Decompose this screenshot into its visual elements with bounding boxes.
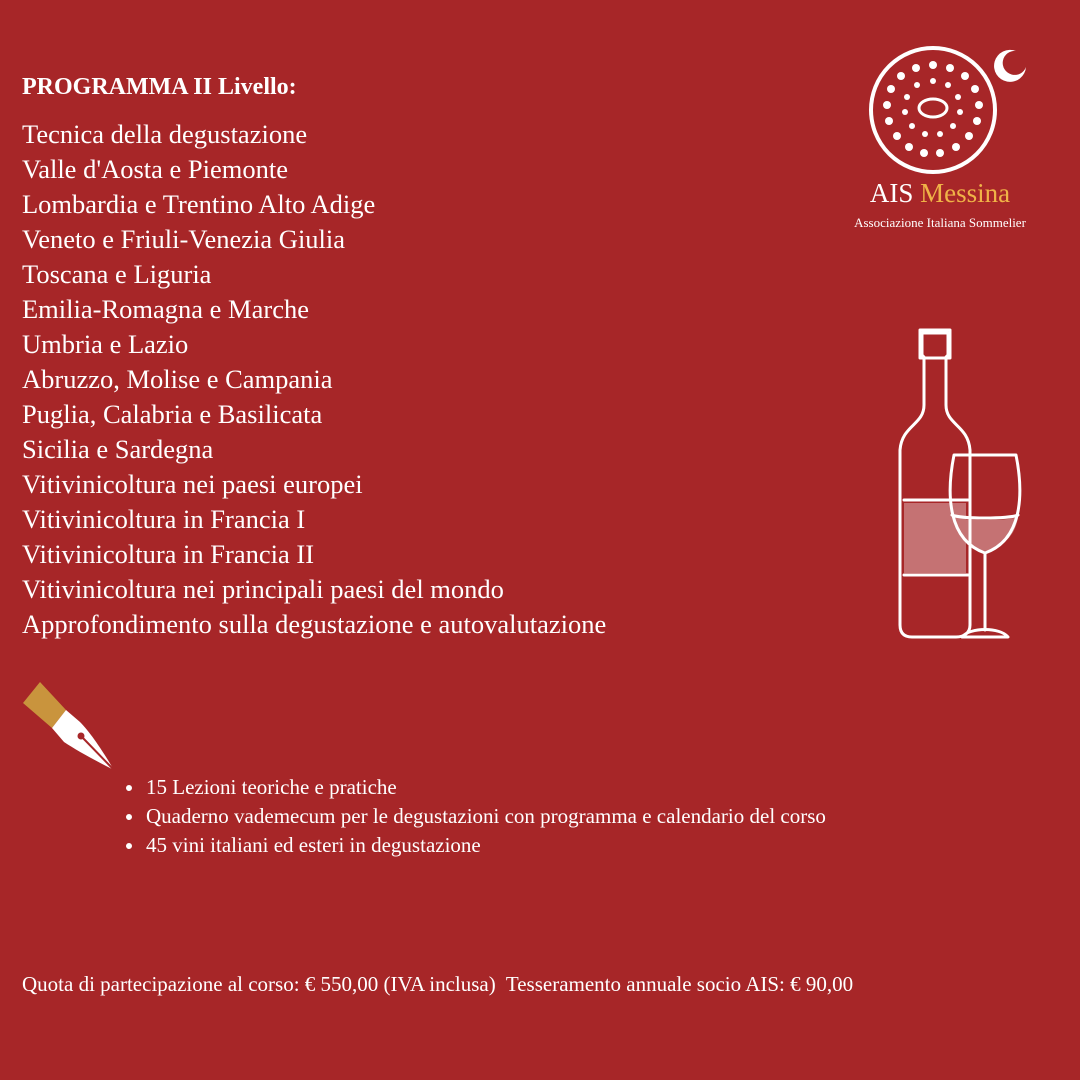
fountain-pen-icon [18, 678, 123, 778]
program-item: Umbria e Lazio [22, 329, 189, 359]
program-item: Vitivinicoltura in Francia II [22, 539, 315, 569]
program-item: Abruzzo, Molise e Campania [22, 364, 333, 394]
program-item: Puglia, Calabria e Basilicata [22, 399, 323, 429]
program-item: Valle d'Aosta e Piemonte [22, 154, 289, 184]
wine-bottle-glass-icon [890, 325, 1050, 650]
program-item: Vitivinicoltura nei paesi europei [22, 469, 363, 499]
logo-name-messina: Messina [920, 178, 1011, 208]
feature-item: 15 Lezioni teoriche e pratiche [146, 773, 826, 802]
program-item: Lombardia e Trentino Alto Adige [22, 189, 376, 219]
program-item: Veneto e Friuli-Venezia Giulia [22, 224, 346, 254]
program-item: Approfondimento sulla degustazione e autovalutazione [22, 609, 607, 639]
ais-logo-icon [848, 45, 1038, 175]
program-item: Emilia-Romagna e Marche [22, 294, 309, 324]
program-item: Vitivinicoltura nei principali paesi del mondo [22, 574, 504, 604]
program-item: Toscana e Liguria [22, 259, 212, 289]
ais-logo [840, 45, 1040, 235]
program-item: Vitivinicoltura in Francia I [22, 504, 306, 534]
feature-item: Quaderno vademecum per le degustazioni con programma e calendario del corso [146, 802, 826, 831]
features-list [146, 773, 826, 860]
logo-subtitle: Associazione Italiana Sommelier [854, 215, 1026, 230]
logo-name [840, 177, 1040, 209]
program-list [22, 117, 606, 642]
feature-item: 45 vini italiani ed esteri in degustazione [146, 831, 826, 860]
pricing-text: Quota di partecipazione al corso: € 550,00 (IVA inclusa) Tesseramento annuale socio AIS: € 90,00 [22, 972, 854, 996]
program-item: Tecnica della degustazione [22, 119, 308, 149]
program-title: PROGRAMMA II Livello: [22, 74, 297, 100]
program-item: Sicilia e Sardegna [22, 434, 214, 464]
logo-name-ais: AIS [869, 178, 914, 208]
